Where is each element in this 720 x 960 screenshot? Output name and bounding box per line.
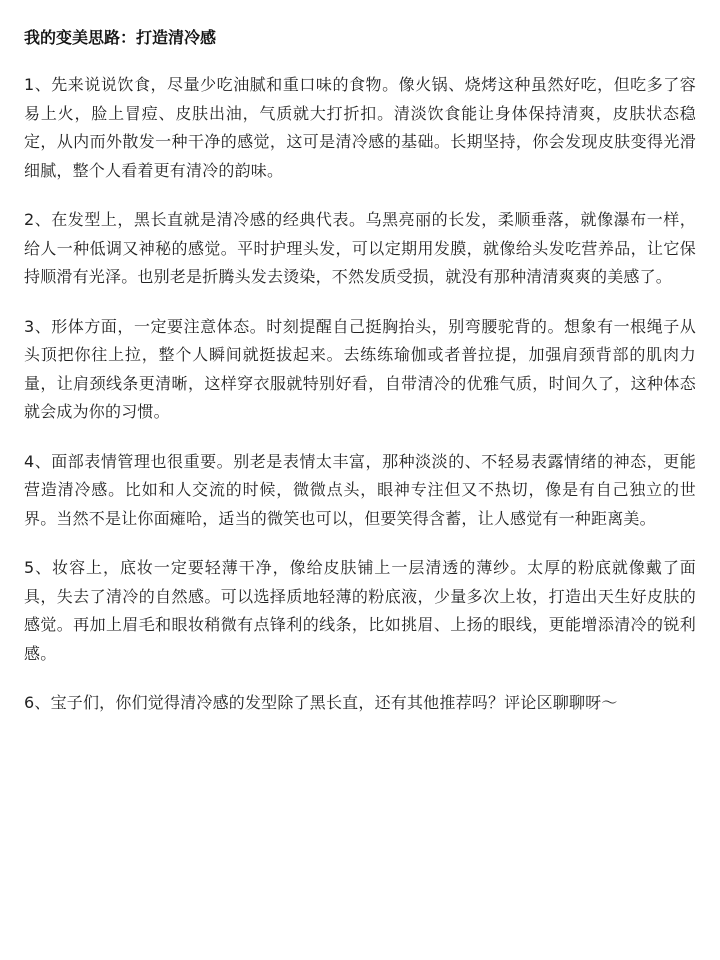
paragraph-hairstyle: 2、在发型上，黑长直就是清冷感的经典代表。乌黑亮丽的长发，柔顺垂落，就像瀑布一样，给人一种低调又神秘的感觉。平时护理头发，可以定期用发膜，就像给头发吃营养品，让它保持顺滑有光泽。也别老是折腾头发去烫染，不然发质受损，就没有那种清清爽爽的美感了。 [24,210,696,286]
paragraph-question: 6、宝子们，你们觉得清冷感的发型除了黑长直，还有其他推荐吗？评论区聊聊呀～ [24,693,618,712]
paragraph-diet: 1、先来说说饮食，尽量少吃油腻和重口味的食物。像火锅、烧烤这种虽然好吃，但吃多了容易上火，脸上冒痘、皮肤出油，气质就大打折扣。清淡饮食能让身体保持清爽，皮肤状态稳定，从内而外散发一种干净的感觉，这可是清冷感的基础。长期坚持，你会发现皮肤变得光滑细腻，整个人看着更有清冷的韵味。 [24,75,696,180]
paragraph-makeup: 5、妆容上，底妆一定要轻薄干净，像给皮肤铺上一层清透的薄纱。太厚的粉底就像戴了面具，失去了清冷的自然感。可以选择质地轻薄的粉底液，少量多次上妆，打造出天生好皮肤的感觉。再加上眉毛和眼妆稍微有点锋利的线条，比如挑眉、上扬的眼线，更能增添清冷的锐利感。 [24,558,696,663]
paragraph-posture: 3、形体方面，一定要注意体态。时刻提醒自己挺胸抬头，别弯腰驼背的。想象有一根绳子从头顶把你往上拉，整个人瞬间就挺拔起来。去练练瑜伽或者普拉提，加强肩颈背部的肌肉力量，让肩颈线条更清晰，这样穿衣服就特别好看，自带清冷的优雅气质，时间久了，这种体态就会成为你的习惯。 [24,316,696,421]
article-title: 我的变美思路：打造清冷感 [24,28,217,47]
paragraph-expression: 4、面部表情管理也很重要。别老是表情太丰富，那种淡淡的、不轻易表露情绪的神态，更能营造清冷感。比如和人交流的时候，微微点头，眼神专注但又不热切，像是有自己独立的世界。当然不是让你面瘫哈，适当的微笑也可以，但要笑得含蓄，让人感觉有一种距离美。 [24,451,696,528]
